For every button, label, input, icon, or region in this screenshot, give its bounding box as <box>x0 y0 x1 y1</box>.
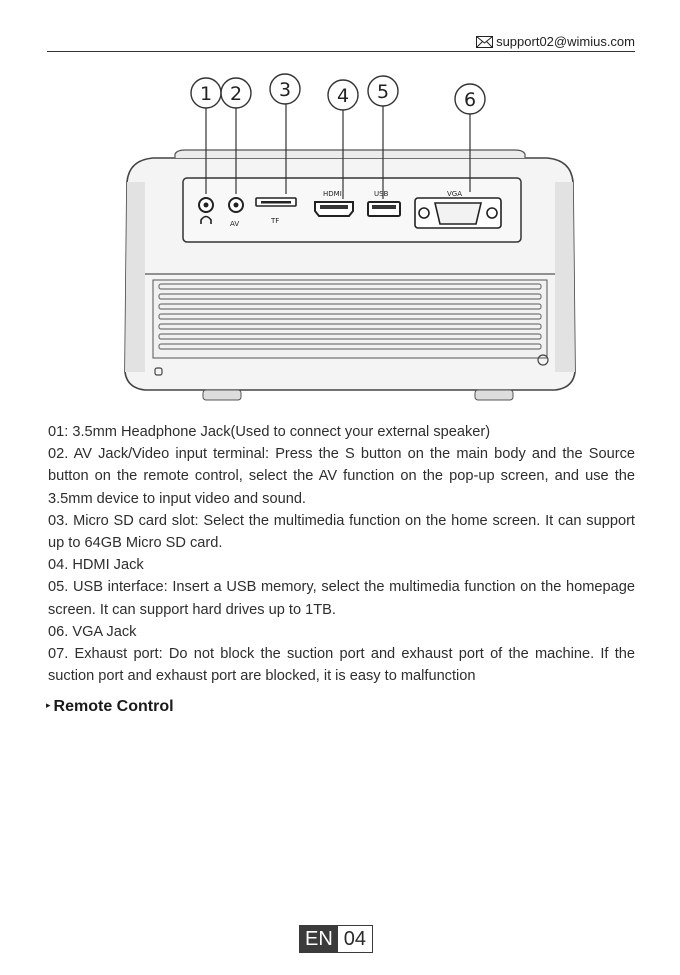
usb-port-label: USB <box>374 190 389 198</box>
av-jack-icon <box>229 198 243 212</box>
support-email[interactable] <box>476 34 635 49</box>
tf-port-label: TF <box>271 217 280 225</box>
description-item: 07. Exhaust port: Do not block the suction port and exhaust port of the machine. If the suction port and exhaust port are blocked, it is easy to malfunction <box>48 646 635 685</box>
callout-3: 3 <box>278 79 292 101</box>
description-item: 06. VGA Jack <box>48 623 137 640</box>
triangle-marker-icon: ▸ <box>46 699 51 710</box>
description-item: 03. Micro SD card slot: Select the multimedia function on the home screen. It can support up to 64GB Micro SD card. <box>48 512 635 552</box>
callout-6: 6 <box>463 89 477 111</box>
page-footer <box>299 925 373 953</box>
description-item: 02. AV Jack/Video input terminal: Press the S button on the main body and the Source button on the remote control, select the AV function on the pop-up screen, and use the 3.5mm device to input video and sound. <box>48 446 635 507</box>
page-header <box>47 33 635 52</box>
section-title: Remote Control <box>53 698 174 715</box>
description-item: 05. USB interface: Insert a USB memory, select the multimedia function on the homepage screen. It can support hard drives up to 1TB. <box>48 579 635 618</box>
av-port-label: AV <box>230 220 240 228</box>
language-badge: EN <box>300 926 338 952</box>
page-number: 04 <box>343 928 367 950</box>
section-heading <box>46 698 174 716</box>
port-descriptions <box>48 421 635 687</box>
callout-1: 1 <box>199 83 213 105</box>
hdmi-port-label: HDMI <box>323 190 342 198</box>
description-item: 04. HDMI Jack <box>48 557 144 574</box>
email-text: support02@wimius.com <box>496 34 635 49</box>
vga-port-label: VGA <box>447 190 463 198</box>
callout-5: 5 <box>376 81 390 103</box>
exhaust-vent-grille <box>153 280 547 358</box>
callout-2: 2 <box>229 83 243 105</box>
projector-rear-illustration <box>115 72 585 412</box>
envelope-icon <box>476 36 493 48</box>
callout-4: 4 <box>336 85 350 107</box>
description-item: 01: 3.5mm Headphone Jack(Used to connect your external speaker) <box>48 424 491 440</box>
tf-card-slot-icon <box>256 198 296 206</box>
vga-port-icon <box>415 198 501 228</box>
